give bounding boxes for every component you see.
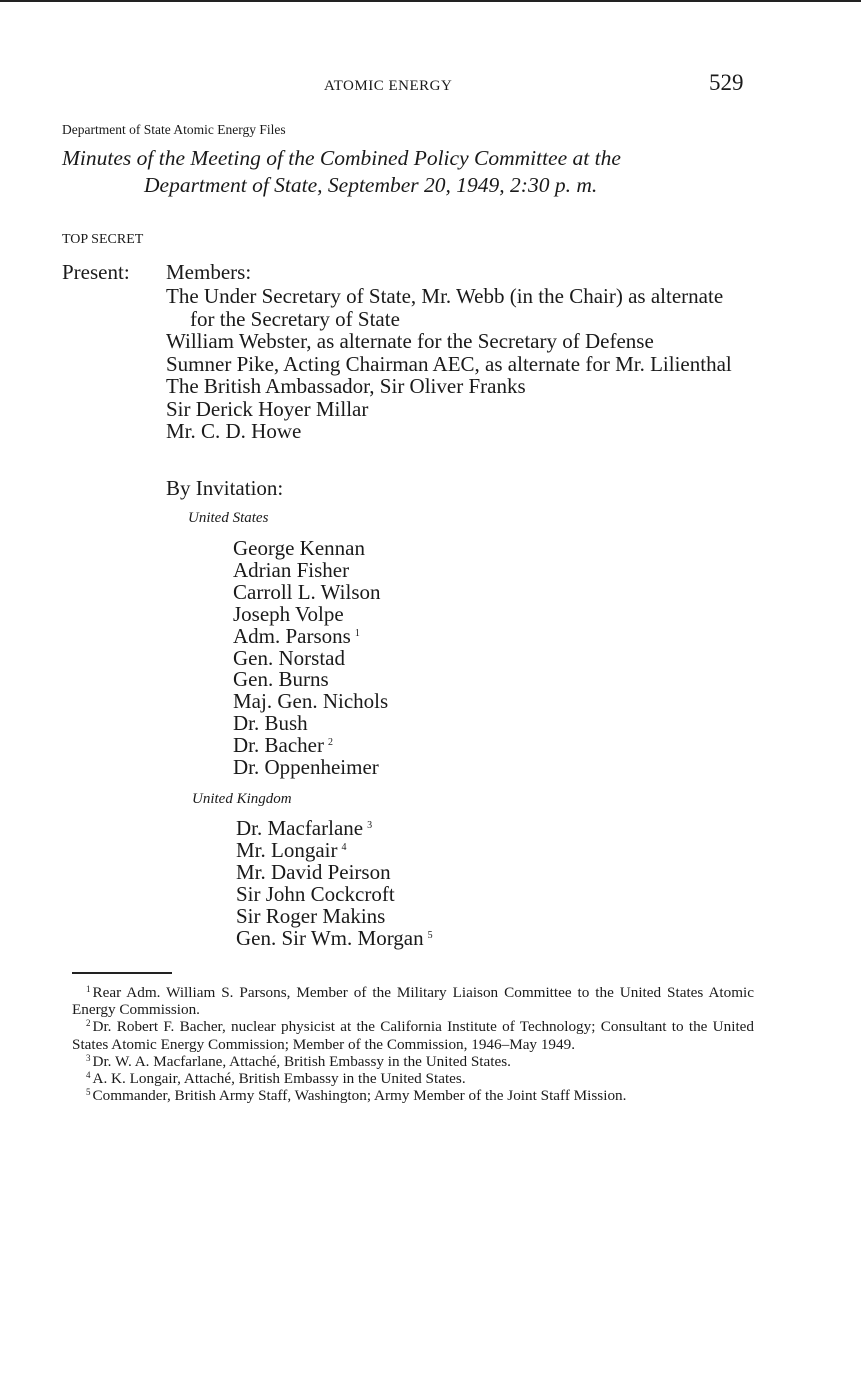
invitee: Gen. Sir Wm. Morgan $^5$ [236,925,433,950]
uk-label: United Kingdom [192,791,292,807]
invitee: Maj. Gen. Nichols [233,689,389,714]
title-line-2: Department of State, September 20, 1949, 2:30 p. m. [144,173,598,197]
member-item: The Under Secretary of State, Mr. Webb (in the Chair) as alternate for the Secretary of State [166,284,724,331]
classification: TOP SECRET [62,232,144,247]
footnote-ref: 4 [341,841,347,853]
invitee: George Kennan [233,536,365,560]
top-border [0,0,861,2]
invitee: Adm. Parsons $^1$ [233,623,360,648]
running-head: ATOMIC ENERGY [324,78,453,94]
invitee: Sir Roger Makins [236,903,386,928]
document-title [62,145,752,199]
us-label: United States [188,510,269,526]
footnote: $^5$ Commander, British Army Staff, Washington; Army Member of the Joint Staff Mission. [86,1087,627,1105]
invitation-label: By Invitation: [166,476,284,500]
member-item: The British Ambassador, Sir Oliver Franks [166,374,526,398]
footnote: $^1$ Rear Adm. William S. Parsons, Member of the Military Liaison Committee to the United States Atomic Energy Commission. [72,984,754,1019]
present-label: Present: [62,260,130,284]
invitee: Dr. Oppenheimer [233,755,379,780]
footnote: $^2$ Dr. Robert F. Bacher, nuclear physicist at the California Institute of Technology; Consultant to the United States Atomic Energy Commission; Member of the Commission, 1946–May 1949. [72,1018,754,1053]
invitee: Joseph Volpe [233,601,344,626]
member-item: William Webster, as alternate for the Secretary of Defense [166,329,654,353]
invitee: Dr. Macfarlane $^3$ [236,816,373,840]
member-item: Mr. C. D. Howe [166,419,302,443]
member-item: Sir Derick Hoyer Millar [166,396,369,421]
invitee: Carroll L. Wilson [233,579,381,604]
invitee: Mr. David Peirson [236,859,391,884]
member-item: Sumner Pike, Acting Chairman AEC, as alternate for Mr. Lilienthal [166,351,732,376]
invitee: Adrian Fisher [233,557,350,582]
uk-names-list [236,818,433,949]
source-line: Department of State Atomic Energy Files [62,122,286,137]
footnote: $^3$ Dr. W. A. Macfarlane, Attaché, British Embassy in the United States. [86,1052,511,1070]
us-names-list [233,538,388,779]
footnotes [72,984,754,1104]
footnote-ref: 1 [354,627,360,639]
footnote-ref: 5 [427,929,433,941]
footnote-ref: 3 [367,820,373,831]
invitee: Sir John Cockcroft [236,881,395,906]
page-number: 529 [709,70,744,95]
members-list [166,285,750,443]
invitee: Gen. Burns [233,667,329,692]
footnote-rule [72,972,172,974]
members-label: Members: [166,260,252,284]
invitee: Dr. Bush [233,711,308,736]
invitee: Dr. Bacher $^2$ [233,733,333,758]
invitee: Mr. Longair $^4$ [236,837,347,862]
footnote-ref: 2 [327,737,333,749]
invitee: Gen. Norstad [233,645,345,670]
footnote: $^4$ A. K. Longair, Attaché, British Embassy in the United States. [86,1070,466,1088]
title-line-1: Minutes of the Meeting of the Combined Policy Committee at the [62,146,621,170]
